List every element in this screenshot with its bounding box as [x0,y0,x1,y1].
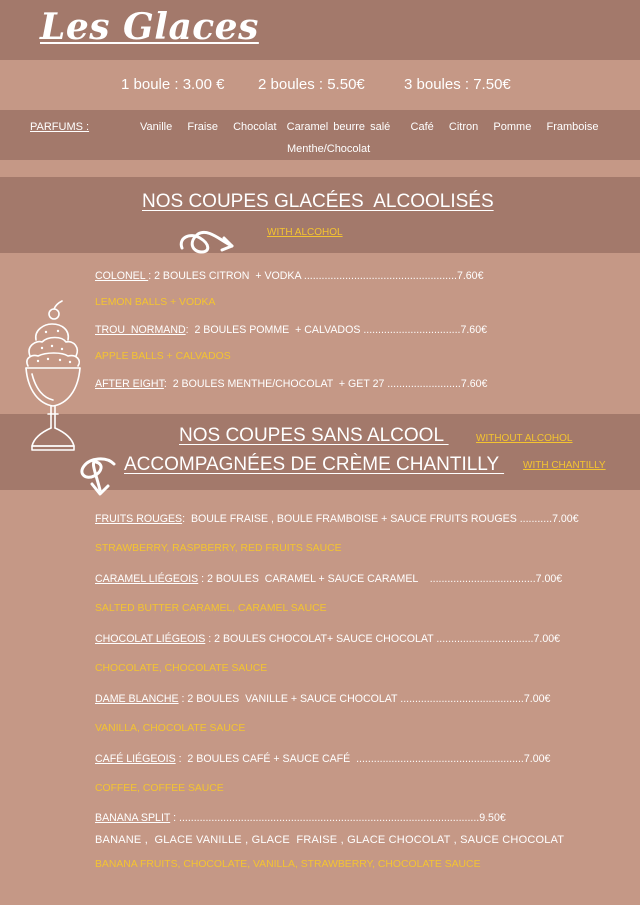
curly-arrow-icon [176,218,246,258]
item-detail: : 2 BOULES POMME + CALVADOS .................................7.60€ [185,324,487,336]
item-name: CHOCOLAT LIÉGEOIS [95,633,206,645]
item-description: BANANE , GLACE VANILLE , GLACE FRAISE , GLACE CHOCOLAT , SAUCE CHOCOLAT [95,834,565,846]
item-name: DAME BLANCHE [95,693,179,705]
item-name: TROU NORMAND [95,324,186,336]
flavors-list: Vanille Fraise Chocolat Caramel beurre salé Café Citron Pomme Framboise [140,121,599,133]
item-translation: SALTED BUTTER CARAMEL, CARAMEL SAUCE [95,603,327,614]
with-alcohol-tag: WITH ALCOHOL [267,227,343,238]
item-translation: LEMON BALLS + VODKA [95,297,216,308]
curly-arrow-icon [76,452,126,502]
item-translation: COFFEE, COFFEE SAUCE [95,783,224,794]
item-name: CARAMEL LIÉGEOIS [95,573,199,585]
item-name: AFTER EIGHT [95,378,164,390]
menu-item-dame-blanche [95,693,550,705]
item-detail: : BOULE FRAISE , BOULE FRAMBOISE + SAUCE FRUITS ROUGES ...........7.00€ [182,513,579,525]
item-name: FRUITS ROUGES [95,513,183,525]
item-name: BANANA SPLIT [95,812,171,824]
item-name: COLONEL [95,270,149,282]
item-translation: STRAWBERRY, RASPBERRY, RED FRUITS SAUCE [95,543,342,554]
item-translation: BANANA FRUITS, CHOCOLATE, VANILLA, STRAWBERRY, CHOCOLATE SAUCE [95,859,481,870]
menu-item-trou-normand [95,324,487,336]
page-title: Les Glaces [40,6,259,48]
item-detail: : 2 BOULES VANILLE + SAUCE CHOCOLAT ..........................................7.00€ [178,693,551,705]
menu-item-cafe-liegeois [95,753,550,765]
menu-item-after-eight [95,378,487,390]
no-alcohol-section-title: NOS COUPES SANS ALCOOL [179,425,449,446]
item-detail: : ......................................................................................................9.50€ [170,812,506,824]
price-three-scoops: 3 boules : 7.50€ [404,76,511,93]
menu-item-colonel [95,270,483,282]
item-translation: VANILLA, CHOCOLATE SAUCE [95,723,246,734]
alcohol-header-band [0,177,640,253]
menu-item-caramel-liegeois [95,573,562,585]
item-detail: : 2 BOULES MENTHE/CHOCOLAT + GET 27 .........................7.60€ [163,378,488,390]
item-detail: : 2 BOULES CARAMEL + SAUCE CARAMEL ....................................7.00€ [198,573,563,585]
alcohol-section-title: NOS COUPES GLACÉES ALCOOLISÉS [142,191,494,212]
item-detail: : 2 BOULES CAFÉ + SAUCE CAFÉ .........................................................7.00€ [175,753,551,765]
flavors-list-continued: Menthe/Chocolat [287,143,371,155]
without-alcohol-tag: WITHOUT ALCOHOL [476,433,573,444]
menu-item-fruits-rouges [95,513,579,525]
with-chantilly-tag: WITH CHANTILLY [523,460,606,471]
ice-cream-sundae-illustration [18,300,88,460]
price-one-scoop: 1 boule : 3.00 € [121,76,225,93]
menu-item-banana-split [95,812,506,824]
menu-item-chocolat-liegeois [95,633,560,645]
item-name: CAFÉ LIÉGEOIS [95,753,176,765]
price-two-scoops: 2 boules : 5.50€ [258,76,365,93]
item-detail: : 2 BOULES CHOCOLAT+ SAUCE CHOCOLAT .................................7.00€ [205,633,560,645]
item-detail: : 2 BOULES CITRON + VODKA ....................................................7.60€ [148,270,484,282]
price-list [0,76,640,96]
chantilly-section-title: ACCOMPAGNÉES DE CRÈME CHANTILLY [124,454,505,475]
flavors-label: PARFUMS : [30,121,90,133]
item-translation: APPLE BALLS + CALVADOS [95,351,231,362]
item-translation: CHOCOLATE, CHOCOLATE SAUCE [95,663,268,674]
